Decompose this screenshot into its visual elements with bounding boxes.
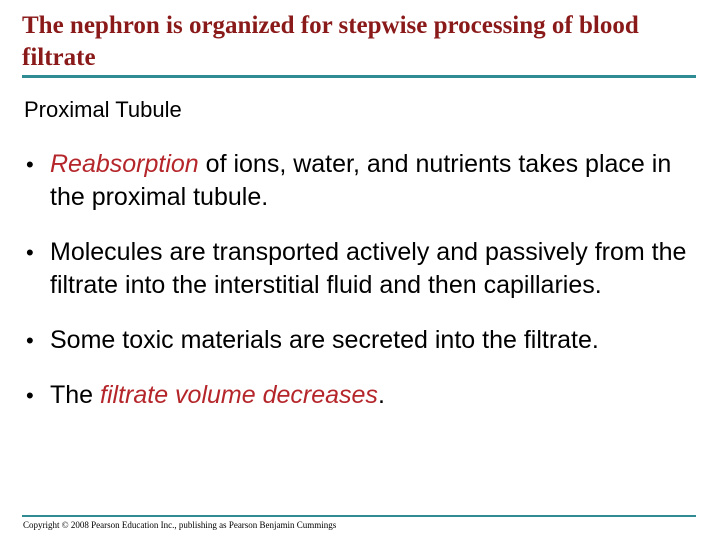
- bullet-item: [24, 236, 704, 302]
- bullet-text: of ions, water, and nutrients takes place in the proximal tubule.: [50, 150, 672, 211]
- footer-divider: [22, 515, 696, 517]
- bullet-emphasis: Reabsorption: [50, 150, 199, 178]
- bullet-item: [24, 324, 704, 357]
- bullet-text: Some toxic materials are secreted into the filtrate.: [50, 326, 599, 354]
- bullet-text: Molecules are transported actively and passively from the filtrate into the interstitial fluid and then capillaries.: [50, 238, 687, 299]
- bullet-item: [24, 148, 704, 214]
- copyright-notice: Copyright © 2008 Pearson Education Inc., publishing as Pearson Benjamin Cummings: [23, 520, 337, 530]
- bullet-list: [24, 148, 704, 434]
- section-heading: Proximal Tubule: [24, 97, 182, 122]
- slide-title: The nephron is organized for stepwise processing of blood filtrate: [22, 12, 639, 71]
- bullet-icon: •: [26, 152, 34, 177]
- bullet-emphasis: filtrate volume decreases: [100, 381, 378, 409]
- bullet-text: The: [50, 381, 101, 409]
- bullet-item: [24, 379, 704, 412]
- bullet-icon: •: [26, 383, 34, 408]
- bullet-text: .: [377, 381, 385, 409]
- title-divider: [22, 75, 696, 78]
- bullet-icon: •: [26, 328, 34, 353]
- bullet-icon: •: [26, 240, 34, 265]
